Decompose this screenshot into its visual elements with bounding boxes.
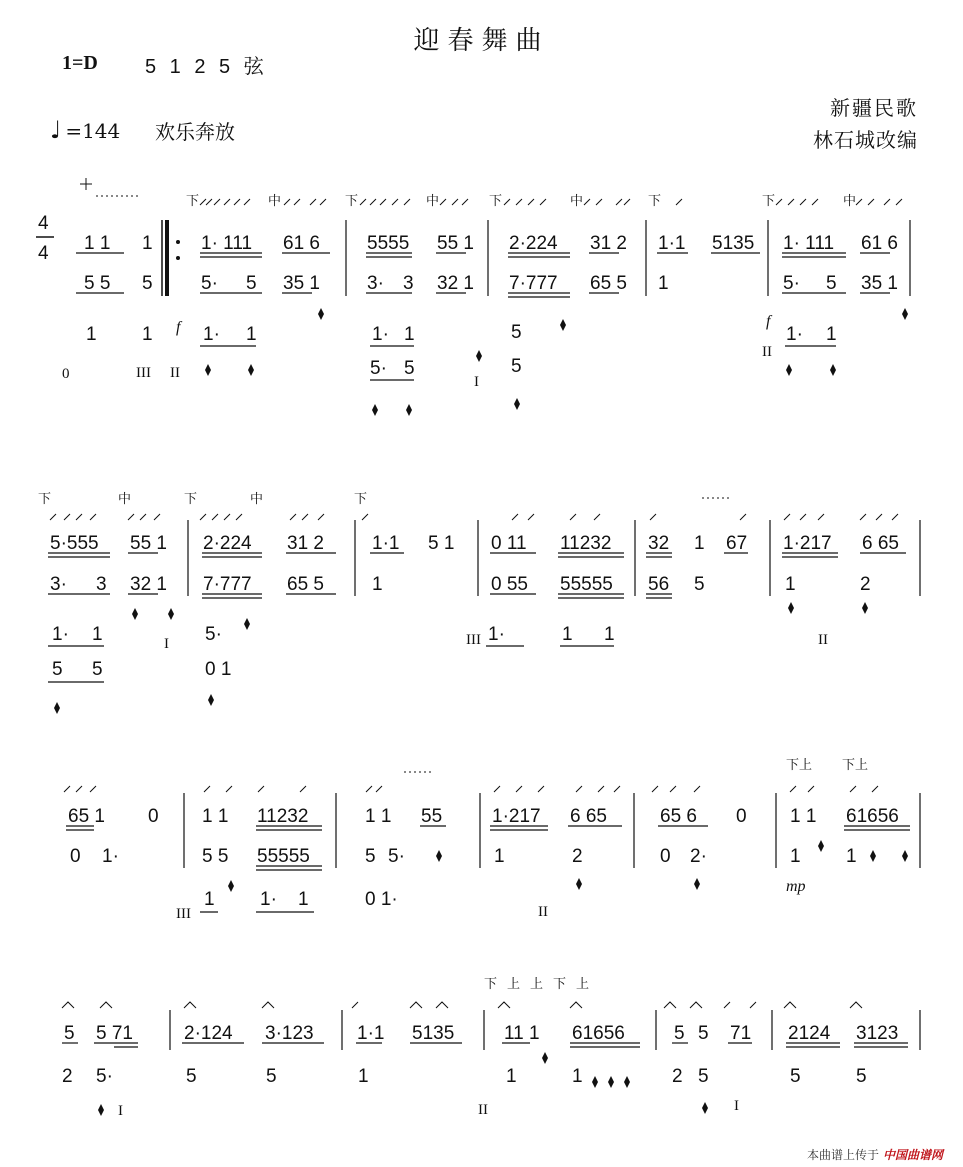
svg-text:5: 5 — [790, 1066, 801, 1087]
svg-text:5: 5 — [365, 846, 376, 867]
svg-text:0 55: 0 55 — [491, 574, 528, 595]
svg-text:1 1: 1 1 — [84, 233, 111, 254]
svg-text:5: 5 — [698, 1066, 709, 1087]
svg-text:7·777: 7·777 — [509, 273, 558, 294]
svg-text:1 1: 1 1 — [790, 806, 817, 827]
svg-text:55555: 55555 — [560, 574, 613, 595]
svg-text:中: 中 — [570, 194, 584, 209]
svg-text:11 1: 11 1 — [504, 1023, 540, 1044]
row-4 — [62, 977, 920, 1119]
dynamic-mezzo-piano: mp — [786, 878, 806, 895]
time-signature-top: 4 — [38, 213, 49, 234]
svg-text:0: 0 — [62, 366, 70, 382]
svg-text:下: 下 — [489, 194, 503, 209]
svg-text:65 5: 65 5 — [590, 273, 627, 294]
svg-text:2·: 2· — [690, 846, 707, 867]
svg-text:1: 1 — [204, 889, 215, 910]
page-title: 迎春舞曲 — [413, 26, 550, 56]
row-2 — [38, 491, 920, 714]
svg-text:0: 0 — [736, 806, 747, 827]
row-2-labels — [38, 491, 367, 507]
svg-text:1: 1 — [298, 889, 309, 910]
svg-text:11232: 11232 — [257, 806, 309, 827]
svg-text:2·124: 2·124 — [184, 1023, 233, 1044]
svg-text:2: 2 — [860, 574, 871, 595]
svg-text:5135: 5135 — [712, 233, 755, 254]
svg-text:中: 中 — [118, 492, 132, 507]
svg-text:中: 中 — [426, 194, 440, 209]
svg-text:7·777: 7·777 — [203, 574, 252, 595]
svg-text:1·: 1· — [372, 324, 389, 345]
svg-text:35 1: 35 1 — [283, 273, 320, 294]
svg-text:1: 1 — [658, 273, 669, 294]
svg-text:5 71: 5 71 — [96, 1023, 133, 1044]
svg-text:5·: 5· — [201, 273, 218, 294]
svg-text:III: III — [176, 906, 191, 922]
svg-text:5: 5 — [674, 1023, 685, 1044]
svg-text:2: 2 — [62, 1066, 73, 1087]
svg-text:1·: 1· — [52, 624, 69, 645]
svg-text:65 1: 65 1 — [68, 806, 105, 827]
row-1-bass — [86, 322, 837, 379]
svg-text:下: 下 — [345, 194, 359, 209]
svg-text:1: 1 — [142, 324, 153, 345]
svg-text:5 1: 5 1 — [428, 533, 455, 554]
svg-text:下上: 下上 — [842, 758, 869, 773]
svg-text:1·217: 1·217 — [492, 806, 541, 827]
svg-text:5: 5 — [694, 574, 705, 595]
svg-text:I: I — [164, 636, 169, 652]
svg-text:55 1: 55 1 — [437, 233, 474, 254]
svg-text:0: 0 — [148, 806, 159, 827]
tuning-label: 5 1 2 5 弦 — [145, 56, 268, 78]
svg-text:中: 中 — [843, 194, 857, 209]
row-1 — [62, 178, 910, 416]
svg-text:1: 1 — [790, 846, 801, 867]
svg-text:3: 3 — [403, 273, 414, 294]
svg-text:5: 5 — [511, 322, 522, 343]
svg-text:II: II — [818, 632, 828, 648]
svg-text:5: 5 — [246, 273, 257, 294]
row-2-ornaments — [50, 498, 898, 520]
quarter-note-icon: ♩ — [50, 116, 62, 144]
svg-text:5·555: 5·555 — [50, 533, 99, 554]
footer-prefix: 本曲谱上传于 — [806, 1148, 879, 1162]
svg-text:5·: 5· — [96, 1066, 113, 1087]
svg-text:1 1: 1 1 — [365, 806, 392, 827]
svg-text:1: 1 — [246, 324, 257, 345]
svg-text:5 5: 5 5 — [84, 273, 111, 294]
svg-text:1: 1 — [785, 574, 796, 595]
svg-text:II: II — [538, 904, 548, 920]
svg-text:中: 中 — [268, 194, 282, 209]
svg-text:61 6: 61 6 — [861, 233, 898, 254]
svg-text:II: II — [478, 1102, 488, 1118]
svg-text:31 2: 31 2 — [590, 233, 627, 254]
svg-text:1: 1 — [404, 324, 415, 345]
row-2-bass — [52, 624, 615, 680]
svg-text:5·: 5· — [388, 846, 405, 867]
svg-text:1 1: 1 1 — [202, 806, 229, 827]
svg-text:1: 1 — [562, 624, 573, 645]
svg-text:1·1: 1·1 — [372, 533, 400, 554]
svg-text:55555: 55555 — [257, 846, 310, 867]
svg-text:5 5: 5 5 — [202, 846, 229, 867]
svg-text:5: 5 — [266, 1066, 277, 1087]
svg-text:下: 下 — [186, 194, 200, 209]
svg-text:1·217: 1·217 — [783, 533, 832, 554]
svg-text:67: 67 — [726, 533, 748, 554]
svg-text:1: 1 — [572, 1066, 583, 1087]
svg-text:61 6: 61 6 — [283, 233, 320, 254]
svg-text:3123: 3123 — [856, 1023, 899, 1044]
svg-text:32 1: 32 1 — [437, 273, 474, 294]
svg-text:1: 1 — [86, 324, 97, 345]
svg-text:1: 1 — [358, 1066, 369, 1087]
svg-text:5: 5 — [511, 356, 522, 377]
svg-text:0 11: 0 11 — [491, 533, 527, 554]
svg-text:2124: 2124 — [788, 1023, 831, 1044]
svg-text:0: 0 — [70, 846, 81, 867]
time-signature-bottom: 4 — [38, 243, 49, 264]
svg-text:32 1: 32 1 — [130, 574, 167, 595]
svg-text:2: 2 — [672, 1066, 683, 1087]
svg-text:71: 71 — [730, 1023, 752, 1044]
row-2-lower-voice — [50, 574, 871, 595]
svg-text:5135: 5135 — [412, 1023, 455, 1044]
svg-text:5: 5 — [698, 1023, 709, 1044]
row-3-upper-voice — [68, 806, 899, 827]
row-3-lower-voice — [70, 846, 857, 867]
svg-text:1·1: 1·1 — [357, 1023, 385, 1044]
row-2-upper-voice — [50, 533, 899, 554]
svg-text:3: 3 — [96, 574, 107, 595]
row-4-ornaments — [62, 1002, 862, 1008]
dynamic-forte: f — [176, 319, 181, 336]
row-3-ornaments — [64, 772, 878, 792]
svg-text:5555: 5555 — [367, 233, 410, 254]
svg-text:0: 0 — [660, 846, 671, 867]
svg-text:6 65: 6 65 — [570, 806, 607, 827]
row-4-upper-voice — [64, 1023, 898, 1044]
svg-text:5: 5 — [404, 358, 415, 379]
origin-credit: 新疆民歌 — [830, 96, 918, 120]
svg-text:下: 下 — [762, 194, 776, 209]
row-1-romans — [62, 344, 772, 390]
svg-text:1·1: 1·1 — [658, 233, 686, 254]
svg-text:0 1: 0 1 — [205, 659, 232, 680]
row-4-lower-voice — [62, 1066, 867, 1087]
svg-text:3·: 3· — [367, 273, 384, 294]
svg-text:1·: 1· — [786, 324, 803, 345]
svg-text:1·: 1· — [488, 624, 505, 645]
svg-text:1: 1 — [604, 624, 615, 645]
svg-text:I: I — [118, 1103, 123, 1119]
svg-text:56: 56 — [648, 574, 670, 595]
row-1-lower-voice — [84, 273, 898, 294]
svg-text:1·: 1· — [260, 889, 277, 910]
svg-text:下上: 下上 — [786, 758, 813, 773]
svg-text:1: 1 — [142, 233, 153, 254]
svg-text:1: 1 — [372, 574, 383, 595]
svg-text:下上上下上: 下上上下上 — [484, 977, 600, 992]
svg-text:5·: 5· — [783, 273, 800, 294]
svg-text:5: 5 — [92, 659, 103, 680]
svg-text:中: 中 — [250, 492, 264, 507]
arranger-credit: 林石城改编 — [813, 128, 918, 152]
svg-text:32: 32 — [648, 533, 670, 554]
svg-text:31 2: 31 2 — [287, 533, 324, 554]
row-3 — [64, 758, 920, 922]
row-3-bass — [204, 889, 398, 910]
svg-text:1·: 1· — [203, 324, 220, 345]
svg-text:1· 111: 1· 111 — [783, 233, 835, 254]
svg-text:III: III — [136, 365, 151, 381]
row-2-fingering-marks — [54, 602, 868, 714]
svg-text:下: 下 — [38, 492, 52, 507]
svg-text:55 1: 55 1 — [130, 533, 167, 554]
svg-text:5: 5 — [826, 273, 837, 294]
row-1-upper-voice — [84, 233, 898, 254]
svg-text:61656: 61656 — [572, 1023, 625, 1044]
site-logo[interactable]: 中国曲谱网 — [882, 1148, 943, 1162]
svg-text:下: 下 — [648, 194, 662, 209]
row-3-fingering-marks — [228, 840, 908, 892]
svg-text:下: 下 — [184, 492, 198, 507]
svg-text:1: 1 — [506, 1066, 517, 1087]
svg-text:1: 1 — [826, 324, 837, 345]
svg-text:下: 下 — [354, 492, 368, 507]
svg-text:3·: 3· — [50, 574, 67, 595]
svg-text:1: 1 — [92, 624, 103, 645]
svg-text:1: 1 — [694, 533, 705, 554]
svg-text:I: I — [474, 374, 479, 390]
key-signature: 1=D — [62, 52, 98, 74]
svg-text:11232: 11232 — [560, 533, 612, 554]
svg-text:65 6: 65 6 — [660, 806, 697, 827]
svg-text:5: 5 — [186, 1066, 197, 1087]
svg-text:1: 1 — [494, 846, 505, 867]
tempo-value: =144 — [65, 119, 121, 143]
expression-marking: 欢乐奔放 — [155, 120, 235, 144]
svg-text:II: II — [170, 365, 180, 381]
svg-text:1·: 1· — [102, 846, 119, 867]
svg-text:0 1·: 0 1· — [365, 889, 398, 910]
svg-text:35 1: 35 1 — [861, 273, 898, 294]
svg-text:3·123: 3·123 — [265, 1023, 314, 1044]
svg-text:5: 5 — [142, 273, 153, 294]
svg-text:5: 5 — [64, 1023, 75, 1044]
svg-text:1: 1 — [846, 846, 857, 867]
svg-text:1· 111: 1· 111 — [201, 233, 253, 254]
svg-text:2: 2 — [572, 846, 583, 867]
row-1-labels — [186, 193, 856, 209]
svg-text:5: 5 — [52, 659, 63, 680]
svg-text:I: I — [734, 1098, 739, 1114]
svg-text:2·224: 2·224 — [203, 533, 252, 554]
svg-text:5·: 5· — [370, 358, 387, 379]
svg-text:65 5: 65 5 — [287, 574, 324, 595]
svg-text:III: III — [466, 632, 481, 648]
svg-text:6 65: 6 65 — [862, 533, 899, 554]
footer-credit — [807, 1146, 943, 1163]
dynamic-forte-2: f — [766, 313, 771, 330]
svg-text:61656: 61656 — [846, 806, 899, 827]
svg-text:II: II — [762, 344, 772, 360]
svg-text:5·: 5· — [205, 624, 222, 645]
svg-text:55: 55 — [421, 806, 443, 827]
svg-text:5: 5 — [856, 1066, 867, 1087]
svg-text:2·224: 2·224 — [509, 233, 558, 254]
